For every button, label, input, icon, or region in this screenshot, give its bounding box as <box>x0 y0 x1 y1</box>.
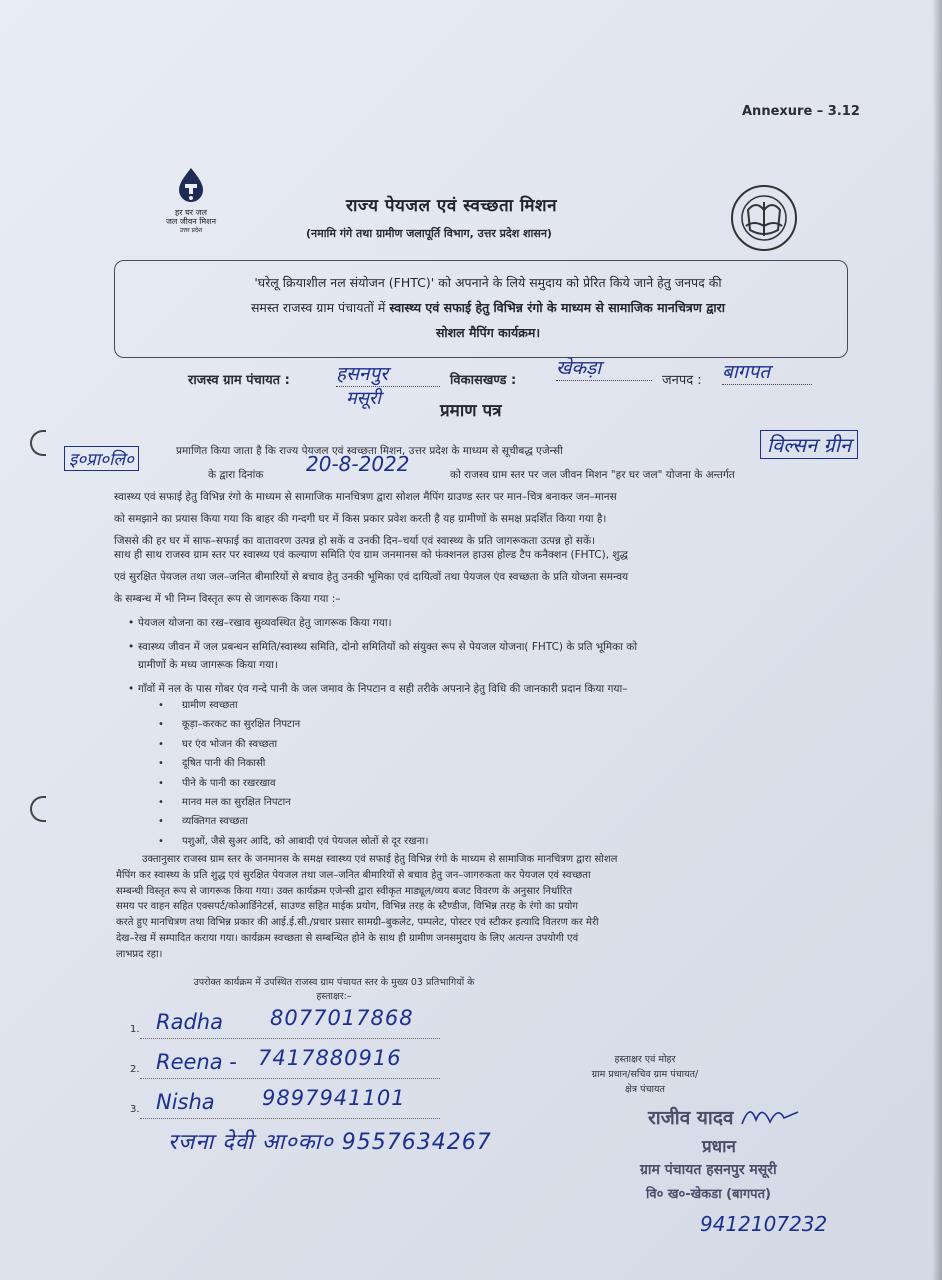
stamp-line-1: ग्राम पंचायत हसनपुर मसूरी <box>640 1162 777 1178</box>
sub-bullet-item <box>158 735 277 754</box>
binder-hole-icon <box>30 796 46 822</box>
sub-bullet-item <box>158 754 265 773</box>
extra-participant: रजना देवी आ०का० 9557634267 <box>168 1130 492 1155</box>
block-label: विकासखण्ड : <box>450 373 517 388</box>
bullet-dot-icon: • <box>158 797 164 808</box>
sub-bullet-text: मानव मल का सुरक्षित निपटान <box>182 797 291 808</box>
stamp-phone: 9412107232 <box>700 1212 828 1236</box>
bullet-dot-icon: • <box>158 738 164 750</box>
bullet-2-cont: ग्रामीणों के मध्य जागरूक किया गया। <box>138 659 278 671</box>
logo-text-2: जल जीवन मिशन <box>165 217 217 226</box>
signature-line <box>140 1078 440 1079</box>
signature-line <box>140 1038 440 1039</box>
participant-number: 2. <box>130 1064 140 1075</box>
org-subtitle: (नमामि गंगे तथा ग्रामीण जलापूर्ति विभाग, उत्तर प्रदेश शासन) <box>306 227 552 240</box>
agency-name: विल्सन ग्रीन <box>760 430 858 459</box>
para1-line2a: के द्वारा दिनांक <box>208 469 264 481</box>
panchayat-label: राजस्व ग्राम पंचायत : <box>188 373 290 388</box>
event-date: 20-8-2022 <box>306 452 410 476</box>
signature-scribble-icon <box>740 1100 800 1130</box>
signature-label-2: ग्राम प्रधान/सचिव ग्राम पंचायत/ <box>591 1069 699 1080</box>
sub-bullet-text: कूड़ा–करकट का सुरक्षित निपटान <box>182 719 301 731</box>
signature-block <box>560 1052 730 1097</box>
block-value: खेकड़ा <box>556 354 652 381</box>
jal-jeevan-mission-logo <box>160 166 222 235</box>
agency-prefix: इ०प्रा०लि० <box>64 446 139 471</box>
sub-bullet-text: पीने के पानी का रखरखाव <box>182 777 276 789</box>
district-label: जनपद : <box>662 373 702 388</box>
participant-number: 1. <box>130 1024 140 1035</box>
sub-bullet-item <box>158 832 428 851</box>
bullet-dot-icon: • <box>158 777 164 789</box>
bullet-1: • पेयजल योजना का रख–रखाव सुव्यवस्थित हेतु जागरूक किया गया। <box>128 617 392 629</box>
sub-bullet-text: दूषित पानी की निकासी <box>182 758 266 770</box>
bullet-3-text: गाँवों में नल के पास गोबर एंव गन्दे पानी के जल जमाव के निपटान व सही तरीके अपनाने हेतु विधि की जानकारी प्रदान किया गया– <box>138 683 628 695</box>
bullet-1-text: पेयजल योजना का रख–रखाव सुव्यवस्थित हेतु जागरूक किया गया। <box>138 617 392 629</box>
bullet-dot-icon: • <box>158 816 164 828</box>
panchayat-value: हसनपुर <box>336 360 440 387</box>
para1-line1: प्रमाणित किया जाता है कि राज्य पेयजल एवं स्वच्छता मिशन, उत्तर प्रदेश के माध्यम से सूचीबद्ध एजेन्सी <box>176 445 563 457</box>
para2-line: देख–रेख में सम्पादित कराया गया। कार्यक्रम स्वच्छता से सम्बन्धित होने के साथ ही ग्रामीण जनसमुदाय के लिए अत्यन्त उपयोगी एवं <box>116 933 579 944</box>
attendees-heading-line1: उपरोक्त कार्यक्रम में उपस्थित राजस्व ग्राम पंचायत स्तर के मुख्य 03 प्रतिभागियों के <box>193 977 475 988</box>
bullet-2-text-1: स्वास्थ्य जीवन में जल प्रबन्धन समिति/स्वास्थ्य समिति, दोनो समितियों को संयुक्त रूप से पेयजल योजना( FHTC) के प्रति भूमिका को <box>138 641 638 653</box>
logo-text-1: हर घर जल <box>175 208 207 217</box>
para1-line7: एवं सुरक्षित पेयजल तथा जल–जनित बीमारियों से बचाव हेतु उनकी भूमिका एवं दायित्वों तथा पेयजल एंव स्वच्छता के प्रति योजना समन्वय <box>114 571 629 583</box>
binder-hole-icon <box>30 430 46 456</box>
para2-line: उक्तानुसार राजस्व ग्राम स्तर के जनमानस के समक्ष स्वास्थ्य एवं सफाई हेतु विभिन्न रंगो के माध्यम से सामाजिक मानचित्रण द्वारा सोशल <box>142 854 618 865</box>
para2-line: करते हुए मानचित्रण तथा विभिन्न प्रकार की आई.ई.सी./प्रचार प्रसार सामग्री–बुकलेट, पम्पलेट, पोस्टर एवं स्टीकर इत्यादि वितरण कर मेरी <box>116 917 599 929</box>
stamp-title: प्रधान <box>702 1137 736 1157</box>
program-title-line-3: सोशल मैपिंग कार्यक्रम। <box>435 325 541 340</box>
bullet-2: • स्वास्थ्य जीवन में जल प्रबन्धन समिति/स्वास्थ्य समिति, दोनो समितियों को संयुक्त रूप से पेयजल योजना( FHTC) के प्रति भूमिका को <box>128 641 638 653</box>
program-title-line-1: 'घरेलू क्रियाशील नल संयोजन (FHTC)' को अपनाने के लिये समुदाय को प्रेरित किये जाने हेतु जनपद की <box>254 275 722 290</box>
signature-line <box>140 1118 440 1119</box>
panchayat-value-2: मसूरी <box>346 388 381 409</box>
para1-line5: जिससे की हर घर में साफ–सफाई का वातावरण उत्पन्न हो सकें व उनकी दिन–चर्या एवं स्वास्थ्य के प्रति जागरूकता उत्पन्न हो सकें। <box>114 535 596 547</box>
sub-bullet-item <box>158 696 238 715</box>
participant-phone: 7417880916 <box>258 1046 402 1070</box>
certificate-title: प्रमाण पत्र <box>440 401 502 421</box>
program-title-line-2 <box>138 295 838 320</box>
sub-bullet-text: पशुओं, जैसे सुअर आदि, को आबादी एवं पेयजल स्रोतों से दूर रखना। <box>182 835 429 847</box>
bullet-dot-icon: • <box>158 758 164 770</box>
org-title: राज्य पेयजल एवं स्वच्छता मिशन <box>346 196 558 216</box>
bullet-3: • गाँवों में नल के पास गोबर एंव गन्दे पानी के जल जमाव के निपटान व सही तरीके अपनाने हेतु विधि की जानकारी प्रदान किया गया– <box>128 683 628 695</box>
sub-bullet-item <box>158 715 300 734</box>
para2-line: समय पर वाहन सहित एक्सपर्ट/कोआर्डिनेटर्स, साउण्ड सहित माईक प्रयोग, विभिन्न तरह के स्टैण्डीज, विभिन्न तरह के रंगो का प्रयोग <box>116 901 578 913</box>
bullet-dot-icon: • <box>158 719 164 731</box>
page-edge-shadow <box>932 0 942 1280</box>
logo-text-3: उत्तर प्रदेश <box>179 227 203 234</box>
para1-line2b: को राजस्व ग्राम स्तर पर जल जीवन मिशन "हर घर जल" योजना के अन्तर्गत <box>450 469 735 481</box>
participant-phone: 9897941101 <box>262 1086 406 1110</box>
participant-name: Reena - <box>156 1050 237 1074</box>
water-drop-tap-icon <box>171 166 211 204</box>
para2-line: सम्बन्धी विस्तृत रूप से जागरूक किया गया। उक्त कार्यक्रम एजेन्सी द्वारा स्वीकृत माड्यूल/व्यय बजट विवरण के अनुसार निर्धारित <box>116 885 573 897</box>
para1-line3: स्वास्थ्य एवं सफाई हेतु विभिन्न रंगो के माध्यम से सामाजिक मानचित्रण द्वारा सोशल मैपिंग ग्राउण्ड स्तर पर मान–चित्र बनाकर जन–मानस <box>114 491 617 503</box>
sub-bullet-item <box>158 793 291 812</box>
sub-bullet-item <box>158 774 276 793</box>
program-title-line-2a: समस्त राजस्व ग्राम पंचायतों में <box>250 300 390 315</box>
bullet-dot-icon: • <box>158 700 164 711</box>
para2-line: मैपिंग कर स्वास्थ्य के प्रति शुद्ध एवं सुरक्षित पेयजल तथा जल–जनित बीमारियों से बचाव हेतु जन–जागरुकता कर पेयजल एवं स्वच्छता <box>116 869 591 881</box>
para1-line8: के सम्बन्ध में भी निम्न विस्तृत रूप से जागरूक किया गया :– <box>114 593 341 605</box>
program-title-line-2b: स्वास्थ्य एवं सफाई हेतु विभिन्न रंगो के माध्यम से सामाजिक मानचित्रण द्वारा <box>389 300 725 315</box>
stamp-name: राजीव यादव <box>648 1107 734 1129</box>
sub-bullet-text: ग्रामीण स्वच्छता <box>182 700 238 711</box>
sub-bullet-item <box>158 812 248 831</box>
sub-bullet-text: व्यक्तिगत स्वच्छता <box>182 816 248 828</box>
participant-phone: 8077017868 <box>270 1006 414 1030</box>
signature-label-3: क्षेत्र पंचायत <box>625 1084 665 1095</box>
attendees-heading-line2: हस्ताक्षर:– <box>316 991 352 1002</box>
annexure-label: Annexure – 3.12 <box>742 104 860 119</box>
para1-line6: साथ ही साथ राजस्व ग्राम स्तर पर स्वास्थ्य एवं कल्याण समिति एंव ग्राम जनमानस को फंक्शनल हाउस होल्ड टैप कनैक्शन (FHTC), शुद्ध <box>114 549 628 561</box>
signature-label-1: हस्ताक्षर एवं मोहर <box>614 1054 676 1065</box>
program-title-text <box>138 270 838 345</box>
sub-bullet-text: घर एंव भोजन की स्वच्छता <box>182 738 278 750</box>
para2-line: लाभप्रद रहा। <box>116 948 163 960</box>
up-govt-emblem-icon <box>718 180 810 252</box>
participant-name: Nisha <box>156 1090 215 1114</box>
stamp-line-2: वि० ख०-खेकडा (बागपत) <box>646 1187 771 1202</box>
district-value: बागपत <box>722 358 812 385</box>
bullet-dot-icon: • <box>158 835 164 847</box>
participant-name: Radha <box>156 1010 223 1034</box>
participant-number: 3. <box>130 1104 140 1115</box>
attendees-heading <box>144 976 524 1004</box>
para1-line4: को समझाने का प्रयास किया गया कि बाहर की गन्दगी घर में किस प्रकार प्रवेश करती है यह ग्रामीणों के समक्ष प्रदर्शित किया गया है। <box>114 513 607 525</box>
